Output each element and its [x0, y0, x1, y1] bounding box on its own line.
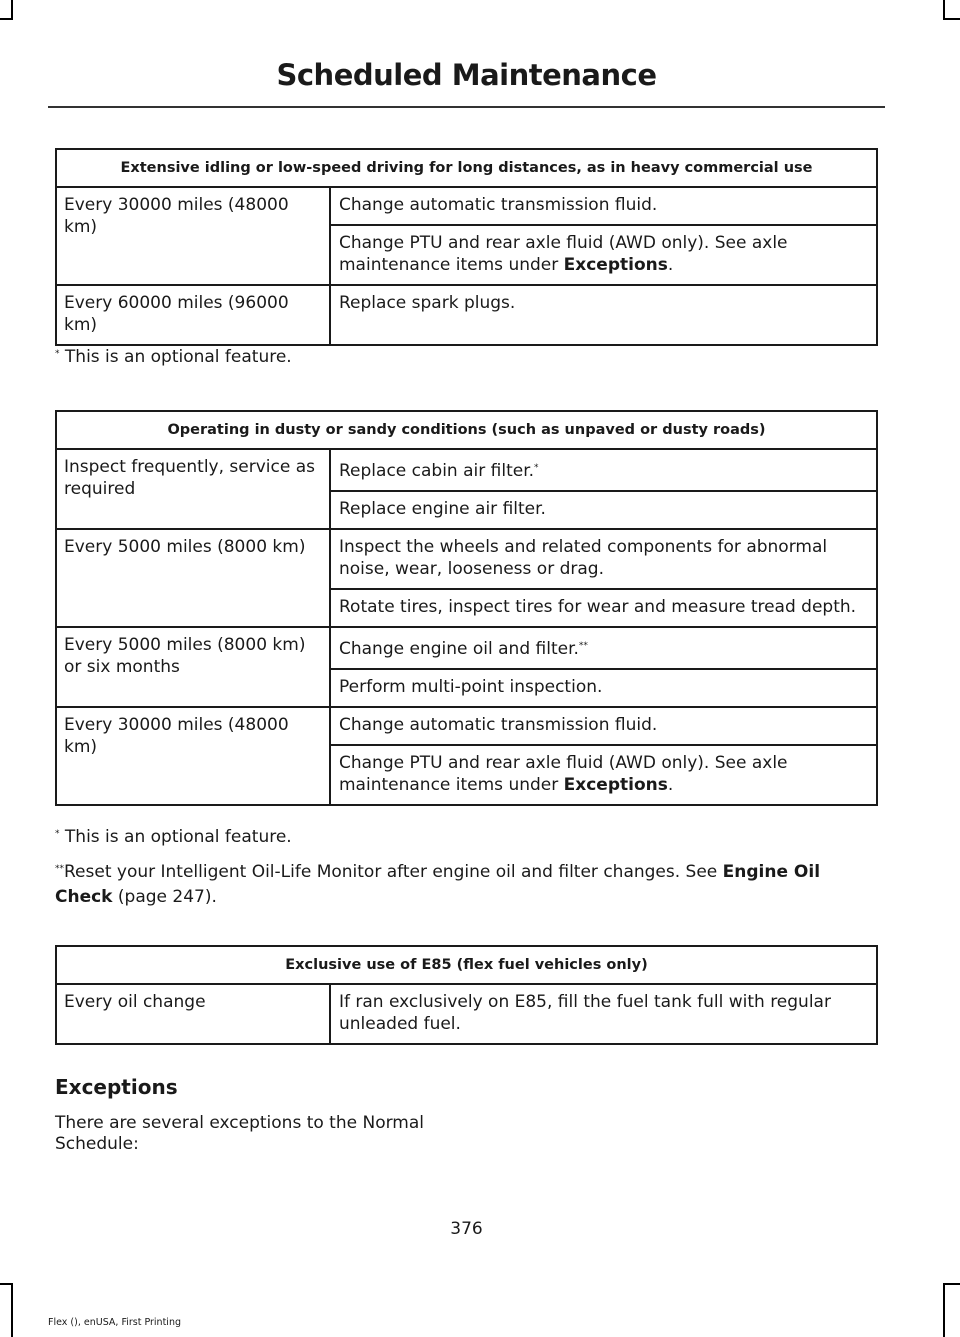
header-divider	[48, 106, 885, 108]
task-cell: Change automatic transmission fluid.	[330, 707, 877, 745]
task-cell: Replace engine air filter.	[330, 491, 877, 529]
task-cell: Perform multi-point inspection.	[330, 669, 877, 707]
interval-cell: Every 5000 miles (8000 km) or six months	[56, 627, 330, 707]
footnote-oil-life	[55, 860, 875, 910]
table-row	[56, 285, 877, 345]
footnote-marker: *	[55, 349, 60, 359]
interval-cell: Every 5000 miles (8000 km)	[56, 529, 330, 627]
crop-mark	[943, 18, 960, 20]
table-heading-row	[56, 411, 877, 449]
printing-info: Flex (), enUSA, First Printing	[48, 1317, 181, 1328]
exceptions-link[interactable]: Exceptions	[563, 255, 668, 275]
interval-cell: Every oil change	[56, 984, 330, 1044]
task-cell	[330, 225, 877, 285]
crop-mark	[0, 18, 13, 20]
interval-cell: Every 30000 miles (48000 km)	[56, 707, 330, 805]
footnote-text: Reset your Intelligent Oil-Life Monitor after engine oil and filter changes. See	[64, 862, 723, 882]
task-text: Change engine oil and filter.	[339, 639, 579, 659]
task-cell: Change automatic transmission fluid.	[330, 187, 877, 225]
footnote-optional	[55, 346, 875, 368]
table-heading-row	[56, 149, 877, 187]
task-cell: Rotate tires, inspect tires for wear and measure tread depth.	[330, 589, 877, 627]
task-cell	[330, 627, 877, 669]
task-cell: Replace spark plugs.	[330, 285, 877, 345]
crop-mark	[0, 1283, 13, 1285]
crop-mark	[11, 0, 13, 20]
table-heading: Operating in dusty or sandy conditions (such as unpaved or dusty roads)	[56, 411, 877, 449]
maintenance-table-e85	[55, 945, 878, 1045]
footnote-marker: *	[534, 463, 539, 473]
table-row	[56, 449, 877, 491]
table-heading: Extensive idling or low-speed driving for long distances, as in heavy commercial use	[56, 149, 877, 187]
table-heading-row	[56, 946, 877, 984]
task-cell: Inspect the wheels and related components for abnormal noise, wear, looseness or drag.	[330, 529, 877, 589]
task-text: Replace cabin air filter.	[339, 461, 535, 481]
table-heading: Exclusive use of E85 (flex fuel vehicles only)	[56, 946, 877, 984]
interval-cell: Every 60000 miles (96000 km)	[56, 285, 330, 345]
crop-mark	[11, 1283, 13, 1337]
task-text: Change PTU and rear axle fluid (AWD only). See axle maintenance items under	[339, 233, 788, 275]
footnote-marker: *	[55, 829, 60, 839]
interval-cell: Every 30000 miles (48000 km)	[56, 187, 330, 285]
table-row	[56, 529, 877, 589]
interval-cell: Inspect frequently, service as required	[56, 449, 330, 529]
page-number: 376	[450, 1219, 483, 1239]
table-row	[56, 707, 877, 745]
period: .	[667, 775, 674, 795]
table-row	[56, 984, 877, 1044]
footnote-text: This is an optional feature.	[59, 347, 292, 367]
period: .	[667, 255, 674, 275]
footnote-optional	[55, 826, 875, 848]
maintenance-table-idling	[55, 148, 878, 346]
table-row	[56, 187, 877, 225]
crop-mark	[943, 1283, 960, 1285]
crop-mark	[943, 0, 945, 20]
footnote-marker: **	[55, 864, 64, 874]
exceptions-heading: Exceptions	[55, 1075, 178, 1099]
crop-mark	[943, 1283, 945, 1337]
engine-oil-check-link[interactable]: Engine Oil Check	[55, 862, 821, 907]
task-cell: If ran exclusively on E85, fill the fuel tank full with regular unleaded fuel.	[330, 984, 877, 1044]
table-row	[56, 627, 877, 669]
exceptions-text: There are several exceptions to the Normal Schedule:	[55, 1113, 424, 1154]
task-cell	[330, 449, 877, 491]
task-cell	[330, 745, 877, 805]
maintenance-table-dusty	[55, 410, 878, 806]
task-text: Change PTU and rear axle fluid (AWD only). See axle maintenance items under	[339, 753, 788, 795]
page-reference: (page 247).	[112, 887, 217, 907]
page-title: Scheduled Maintenance	[276, 58, 657, 92]
footnote-marker: **	[578, 641, 588, 651]
footnote-text: This is an optional feature.	[59, 827, 292, 847]
exceptions-link[interactable]: Exceptions	[563, 775, 668, 795]
